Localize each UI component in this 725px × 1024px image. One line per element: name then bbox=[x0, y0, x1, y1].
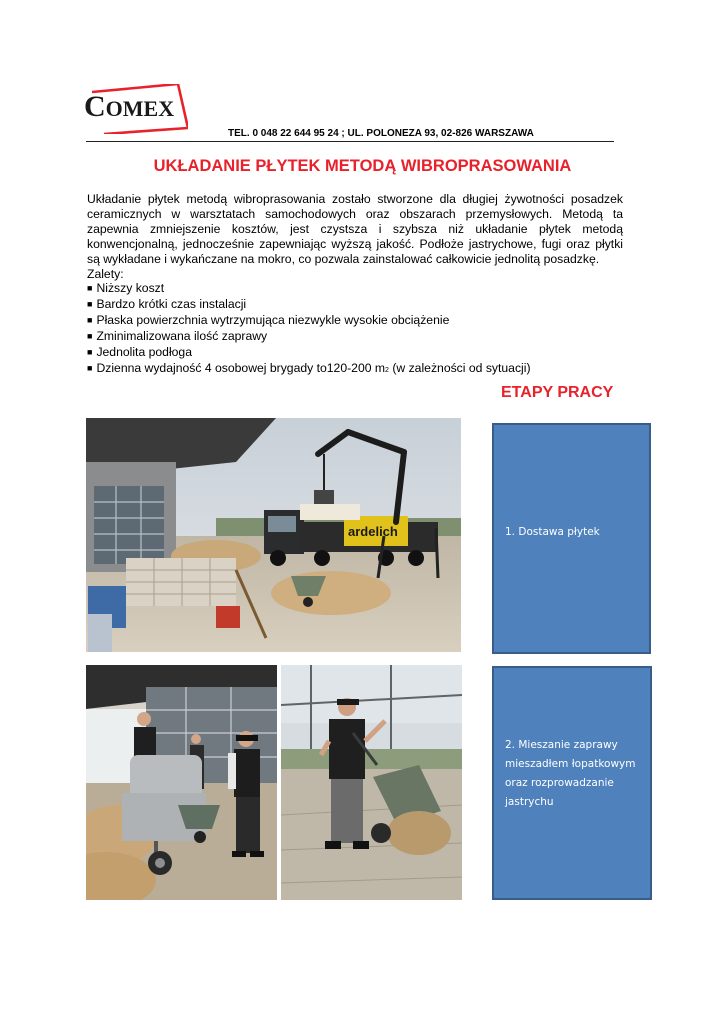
photo-mixer-drawing bbox=[86, 665, 277, 900]
bullet-square-icon: ■ bbox=[87, 331, 93, 341]
list-item bbox=[87, 345, 531, 361]
truck-sign: ardelich bbox=[348, 524, 398, 539]
bullet-square-icon: ■ bbox=[87, 315, 93, 325]
photo-pouring-drawing bbox=[281, 665, 462, 900]
bullet-square-icon: ■ bbox=[87, 299, 93, 309]
photo-tile-mixer bbox=[86, 665, 277, 900]
superscript-unit: 2 bbox=[385, 367, 389, 374]
page-title: UKŁADANIE PŁYTEK METODĄ WIBROPRASOWANIA bbox=[153, 157, 572, 175]
benefit-text: Dzienna wydajność 4 osobowej brygady to120-200 m bbox=[96, 361, 386, 375]
comex-logo bbox=[84, 84, 192, 142]
bullet-square-icon: ■ bbox=[87, 363, 93, 373]
benefits-list bbox=[87, 281, 531, 378]
logo-letter-c: C bbox=[84, 90, 106, 123]
photo-tile-delivery bbox=[86, 418, 461, 652]
benefit-text: Jednolita podłoga bbox=[96, 345, 192, 359]
step-box-delivery bbox=[492, 423, 651, 654]
logo-letters-omex: OMEX bbox=[105, 96, 175, 121]
list-item bbox=[87, 361, 531, 378]
list-item bbox=[87, 329, 531, 345]
list-item bbox=[87, 281, 531, 297]
photo-delivery-drawing bbox=[86, 418, 461, 652]
bullet-square-icon: ■ bbox=[87, 347, 93, 357]
benefit-text: Niższy koszt bbox=[96, 281, 165, 295]
list-item bbox=[87, 313, 531, 329]
bullet-square-icon: ■ bbox=[87, 283, 93, 293]
intro-paragraph: Układanie płytek metodą wibroprasowania zostało stworzone dla długiej żywotności posadzek ceramicznych w warsztatach samochodowych oraz obszarach przemysłowych. Metodą ta zapewnia zmniejszenie kosztów, jest czystsza i szybsza niż układanie płytek metodą konwencjonalną, jednocześnie zapewniając wyższą jakość. Podłoże jastrychowe, fugi oraz płytki są wykładane i wykańczane na mokro, co pozwala zainstalować całkowicie jednolitą posadzkę. bbox=[87, 192, 623, 266]
logo-wordmark bbox=[84, 90, 174, 124]
benefit-text-tail: (w zależności od sytuacji) bbox=[388, 361, 531, 375]
benefits-heading: Zalety: bbox=[87, 267, 124, 281]
benefit-text: Płaska powierzchnia wytrzymująca niezwykle wysokie obciążenie bbox=[96, 313, 450, 327]
step-box-mixing bbox=[492, 666, 652, 900]
benefit-text: Zminimalizowana ilość zaprawy bbox=[96, 329, 268, 343]
photo-tile-pouring bbox=[281, 665, 462, 900]
stages-title: ETAPY PRACY bbox=[501, 384, 614, 401]
step-label: 1. Dostawa płytek bbox=[505, 526, 600, 538]
list-item bbox=[87, 297, 531, 313]
benefit-text: Bardzo krótki czas instalacji bbox=[96, 297, 247, 311]
step-label: 2. Mieszanie zaprawy mieszadłem łopatkowym oraz rozprowadzanie jastrychu bbox=[505, 739, 636, 808]
header-divider bbox=[86, 141, 614, 142]
contact-line: TEL. 0 048 22 644 95 24 ; UL. POLONEZA 93, 02-826 WARSZAWA bbox=[228, 128, 534, 139]
